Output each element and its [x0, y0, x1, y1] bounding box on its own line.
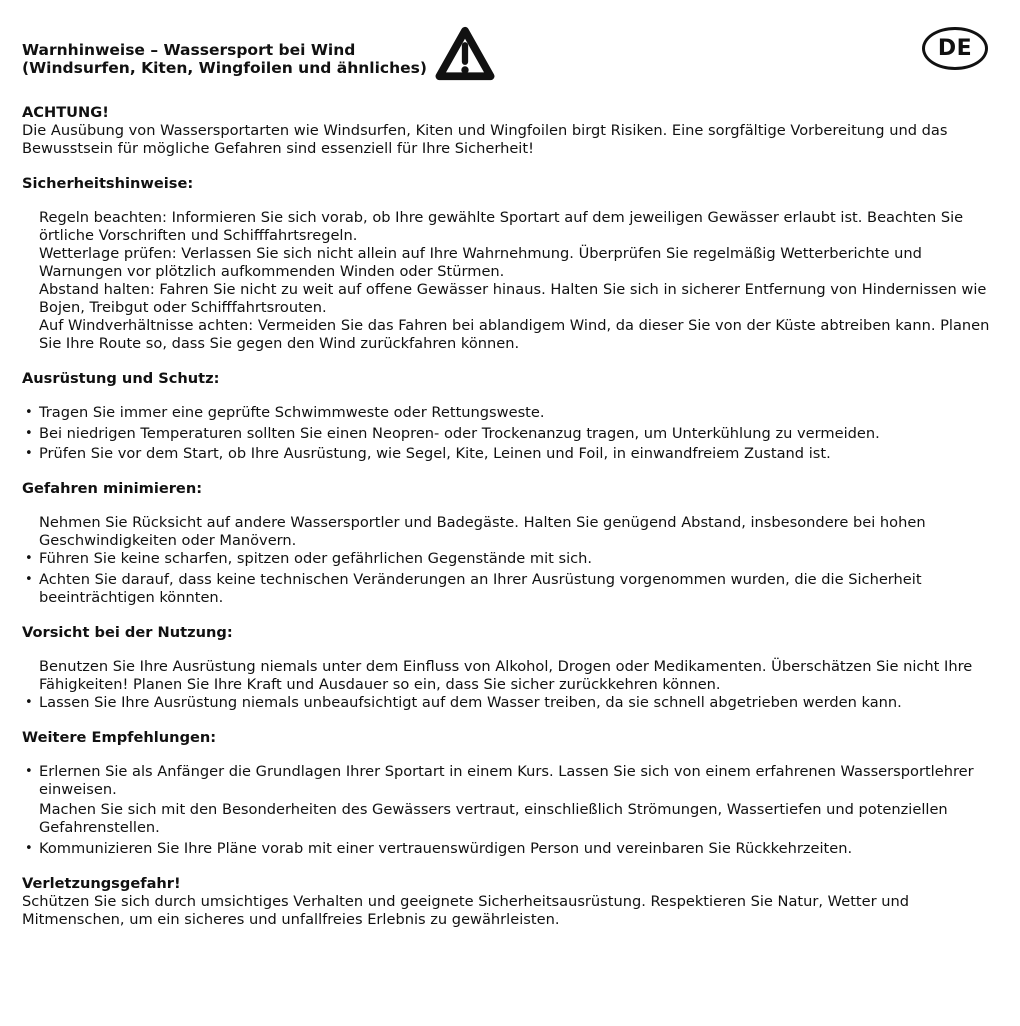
paragraph-caution-use-intro: Benutzen Sie Ihre Ausrüstung niemals unter dem Einfluss von Alkohol, Drogen oder Medikamenten. Überschätzen Sie nicht Ihre Fähigkeiten! Planen Sie Ihre Kraft und Ausdauer so ein, dass Sie sicher zurückkehren können.: [39, 657, 973, 693]
warning-triangle-icon: [434, 25, 496, 83]
section-heading-safety-notes: Sicherheitshinweise:: [22, 175, 194, 192]
paragraph-safety-note: Wetterlage prüfen: Verlassen Sie sich nicht allein auf Ihre Wahrnehmung. Überprüfen Sie regelmäßig Wetterberichte und Warnungen vor plötzlich aufkommenden Winden oder Stürmen.: [39, 245, 922, 280]
section-attention: [22, 104, 990, 158]
list-item: • Lassen Sie Ihre Ausrüstung niemals unbeaufsichtigt auf dem Wasser treiben, da sie schnell abgetrieben werden kann.: [25, 694, 990, 712]
paragraph-minimize-risks-intro: Nehmen Sie Rücksicht auf andere Wassersportler und Badegäste. Halten Sie genügend Abstand, insbesondere bei hohen Geschwindigkeiten oder Manövern.: [39, 514, 926, 549]
paragraph-safety-note: Abstand halten: Fahren Sie nicht zu weit auf offene Gewässer hinaus. Halten Sie sich in sicherer Entfernung von Hindernissen wie Bojen, Treibgut oder Schifffahrtsrouten.: [39, 281, 987, 316]
paragraph-attention: Die Ausübung von Wassersportarten wie Windsurfen, Kiten und Wingfoilen birgt Risiken. Eine sorgfältige Vorbereitung und das Bewusstsein für mögliche Gefahren sind essenziell für Ihre Sicherheit!: [22, 122, 948, 157]
section-heading-equipment: Ausrüstung und Schutz:: [22, 370, 220, 387]
recommendations-list: [25, 763, 990, 858]
section-equipment: [22, 370, 990, 463]
language-badge: DE: [922, 27, 988, 70]
title-block: [22, 35, 496, 83]
list-item: • Bei niedrigen Temperaturen sollten Sie einen Neopren- oder Trockenanzug tragen, um Unterkühlung zu vermeiden.: [25, 425, 990, 443]
section-heading-minimize-risks: Gefahren minimieren:: [22, 480, 203, 497]
document-content: [22, 104, 990, 929]
list-item: • Achten Sie darauf, dass keine technischen Veränderungen an Ihrer Ausrüstung vorgenommen wurden, die die Sicherheit beeinträchtigen könnten.: [25, 571, 990, 607]
paragraph-injury-risk: Schützen Sie sich durch umsichtiges Verhalten und geeignete Sicherheitsausrüstung. Respektieren Sie Natur, Wetter und Mitmenschen, um ein sicheres und unfallfreies Erlebnis zu gewährleisten.: [22, 892, 910, 928]
list-item: • Kommunizieren Sie Ihre Pläne vorab mit einer vertrauenswürdigen Person und vereinbaren Sie Rückkehrzeiten.: [25, 840, 990, 858]
page-title-line-1: Warnhinweise – Wassersport bei Wind: [22, 41, 356, 59]
paragraph-safety-note: Auf Windverhältnisse achten: Vermeiden Sie das Fahren bei ablandigem Wind, da dieser Sie von der Küste abtreiben kann. Planen Sie Ihre Route so, dass Sie gegen den Wind zurückfahren können.: [39, 317, 990, 352]
list-item-continuation: Machen Sie sich mit den Besonderheiten des Gewässers vertraut, einschließlich Strömungen, Wassertiefen und potenziellen Gefahrenstellen.: [39, 801, 948, 836]
page-title-line-2: (Windsurfen, Kiten, Wingfoilen und ähnliches): [22, 59, 427, 77]
list-item: • Führen Sie keine scharfen, spitzen oder gefährlichen Gegenstände mit sich.: [25, 550, 990, 568]
section-heading-recommendations: Weitere Empfehlungen:: [22, 728, 217, 746]
section-heading-caution-use: Vorsicht bei der Nutzung:: [22, 623, 233, 641]
page-title: [22, 41, 427, 77]
caution-use-list: [25, 694, 990, 712]
section-injury-risk: [22, 875, 990, 929]
paragraph-safety-note: Regeln beachten: Informieren Sie sich vorab, ob Ihre gewählte Sportart auf dem jeweiligen Gewässer erlaubt ist. Beachten Sie örtliche Vorschriften und Schifffahrtsregeln.: [39, 209, 964, 244]
list-item: • Erlernen Sie als Anfänger die Grundlagen Ihrer Sportart in einem Kurs. Lassen Sie sich von einem erfahrenen Wassersportlehrer einweisen.: [25, 763, 990, 799]
section-recommendations: [22, 729, 990, 858]
section-caution-use: [22, 624, 990, 712]
equipment-list: [25, 404, 990, 463]
section-minimize-risks: [22, 480, 990, 607]
section-heading-attention: ACHTUNG!: [22, 104, 109, 121]
section-safety-notes: [22, 175, 990, 353]
section-heading-injury-risk: Verletzungsgefahr!: [22, 874, 181, 892]
list-item: • Tragen Sie immer eine geprüfte Schwimmweste oder Rettungsweste.: [25, 404, 990, 422]
minimize-risks-list: [25, 550, 990, 607]
safety-notes-block: [39, 209, 990, 353]
document-header: [22, 35, 990, 83]
list-item: • Prüfen Sie vor dem Start, ob Ihre Ausrüstung, wie Segel, Kite, Leinen und Foil, in einwandfreiem Zustand ist.: [25, 445, 990, 463]
